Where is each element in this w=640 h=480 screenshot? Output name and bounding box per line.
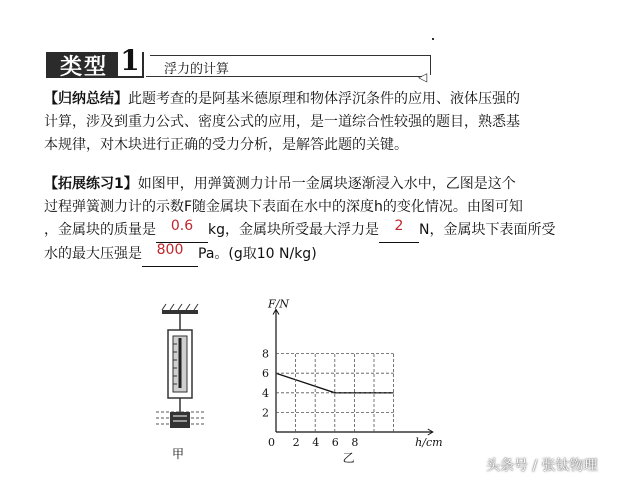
exercise-paragraph [44, 173, 604, 267]
answer-blank-buoyancy [379, 219, 419, 243]
y-axis-label: F/N [268, 297, 289, 311]
y-tick-label: 6 [262, 367, 269, 381]
watermark: 头条号 / 张钛物理 [486, 458, 598, 474]
summary-paragraph [44, 88, 604, 157]
exercise-line-4: 水的最大压强是 800 Pa。(g取10 N/kg) [44, 243, 604, 267]
spring-scale-figure [150, 300, 210, 465]
y-tick-label: 8 [262, 347, 269, 361]
answer-blank-pressure [142, 243, 198, 267]
banner-right-rule [430, 55, 431, 75]
corner-dot [432, 38, 434, 40]
type-tag-number: 1 [118, 46, 142, 76]
answer-blank-mass [156, 219, 208, 243]
x-tick-label: 2 [292, 436, 300, 449]
x-tick-label: 8 [351, 436, 359, 449]
banner-arrow-icon: ◁ [418, 70, 428, 84]
x-tick-label: 4 [312, 436, 320, 449]
x-axis-label: h/cm [415, 436, 443, 449]
metal-block [170, 412, 190, 428]
type-tag-label: 类型 [60, 54, 109, 80]
answer-buoyancy: 2 [394, 218, 404, 234]
figure-left-caption: 甲 [172, 447, 185, 461]
summary-line-1: 【归纳总结】此题考查的是阿基米德原理和物体浮沉条件的应用、液体压强的 [44, 91, 520, 107]
answer-mass: 0.6 [170, 218, 194, 234]
summary-line-3: 本规律，对木块进行正确的受力分析，是解答此题的关键。 [44, 137, 408, 153]
exercise-label: 【拓展练习1】 [44, 176, 138, 192]
summary-line-2: 计算，涉及到重力公式、密度公式的应用，是一道综合性较强的题目，熟悉基 [44, 114, 520, 130]
y-tick-label: 2 [262, 406, 269, 420]
exercise-line-2: 过程弹簧测力计的示数F随金属块下表面在水中的深度h的变化情况。由图可知 [44, 199, 523, 215]
summary-label: 【归纳总结】 [44, 91, 128, 107]
force-depth-chart [250, 290, 450, 465]
exercise-line-1: 【拓展练习1】如图甲，用弹簧测力计吊一金属块逐渐浸入水中，乙图是这个 [44, 176, 516, 192]
x-tick-label: 0 [268, 436, 275, 449]
exercise-line-3: ，金属块的质量是 0.6 kg，金属块所受最大浮力是 2 N，金属块下表面所受 [44, 219, 604, 243]
banner-top-rule [150, 55, 430, 56]
y-tick-label: 4 [262, 386, 269, 400]
section-title: 浮力的计算 [164, 62, 230, 77]
x-tick-label: 6 [331, 436, 339, 449]
chart-caption: 乙 [342, 451, 355, 465]
ceiling-support [162, 304, 198, 314]
answer-pressure: 800 [156, 242, 184, 258]
